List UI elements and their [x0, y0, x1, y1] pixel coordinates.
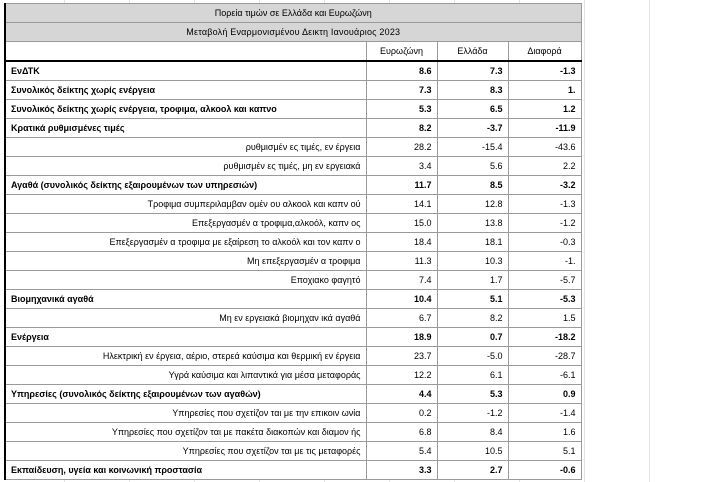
table-row — [5, 423, 581, 442]
value-cell-difference[interactable]: -0.6 — [508, 461, 581, 480]
row-label[interactable]: Μη εν εργειακά βιομηχαν ικά αγαθά — [5, 309, 366, 328]
value-cell-difference[interactable]: -43.6 — [508, 138, 581, 157]
value-cell-greece[interactable]: 6.1 — [437, 366, 508, 385]
value-cell-greece[interactable]: 10.3 — [437, 252, 508, 271]
value-cell-greece[interactable]: 8.4 — [437, 423, 508, 442]
table-title[interactable]: Πορεία τιμών σε Ελλάδα και Ευρωζώνη — [5, 4, 581, 23]
value-cell-eurozone[interactable]: 15.0 — [366, 214, 437, 233]
row-label[interactable]: ρυθμισμέν ες τιμές, μη εν εργειακά — [5, 157, 366, 176]
value-cell-greece[interactable]: 1.7 — [437, 271, 508, 290]
header-row — [5, 42, 581, 62]
row-label[interactable]: Συνολικός δείκτης χωρίς ενέργεια, τροφιμα, αλκοολ και καπνο — [5, 100, 366, 119]
table-row — [5, 195, 581, 214]
table-row — [5, 176, 581, 195]
row-label[interactable]: Ενέργεια — [5, 328, 366, 347]
value-cell-greece[interactable]: 8.3 — [437, 81, 508, 100]
col-header-greece[interactable]: Ελλάδα — [437, 42, 508, 62]
value-cell-difference[interactable]: 1.5 — [508, 309, 581, 328]
row-label[interactable]: Επεξεργασμέν α τροφιμα,αλκοόλ, καπν ος — [5, 214, 366, 233]
row-label[interactable]: Κρατικά ρυθμισμένες τιμές — [5, 119, 366, 138]
value-cell-difference[interactable]: -1.2 — [508, 214, 581, 233]
value-cell-eurozone[interactable]: 7.4 — [366, 271, 437, 290]
table-row — [5, 461, 581, 480]
value-cell-difference[interactable]: 1.6 — [508, 423, 581, 442]
row-label[interactable]: Υπηρεσίες (συνολικός δείκτης εξαιρουμένων των αγαθών) — [5, 385, 366, 404]
col-header-eurozone[interactable]: Ευρωζώνη — [366, 42, 437, 62]
row-label[interactable]: ΕνΔΤΚ — [5, 61, 366, 81]
value-cell-greece[interactable]: 5.6 — [437, 157, 508, 176]
value-cell-greece[interactable]: 6.5 — [437, 100, 508, 119]
table-row — [5, 119, 581, 138]
value-cell-eurozone[interactable]: 18.9 — [366, 328, 437, 347]
row-label[interactable]: Υγρά καύσιμα και λιπαντικά για μέσα μεταφοράς — [5, 366, 366, 385]
value-cell-difference[interactable]: -3.2 — [508, 176, 581, 195]
value-cell-eurozone[interactable]: 12.2 — [366, 366, 437, 385]
value-cell-difference[interactable]: -5.3 — [508, 290, 581, 309]
value-cell-difference[interactable]: -1.3 — [508, 61, 581, 81]
table-row — [5, 81, 581, 100]
table-row — [5, 252, 581, 271]
value-cell-eurozone[interactable]: 4.4 — [366, 385, 437, 404]
row-label[interactable]: Βιομηχανικά αγαθά — [5, 290, 366, 309]
value-cell-greece[interactable]: 7.3 — [437, 61, 508, 81]
value-cell-difference[interactable]: -28.7 — [508, 347, 581, 366]
row-label[interactable]: Τροφιμα συμπεριλαμβαν ομέν ου αλκοολ και καπν ού — [5, 195, 366, 214]
col-header-difference[interactable]: Διαφορά — [508, 42, 581, 62]
value-cell-difference[interactable]: 0.9 — [508, 385, 581, 404]
table-row — [5, 61, 581, 81]
table-row — [5, 347, 581, 366]
table-row — [5, 290, 581, 309]
row-label[interactable]: Μη επεξεργασμέν α τροφιμα — [5, 252, 366, 271]
value-cell-difference[interactable]: 1.2 — [508, 100, 581, 119]
value-cell-eurozone[interactable]: 6.8 — [366, 423, 437, 442]
value-cell-difference[interactable]: -5.7 — [508, 271, 581, 290]
value-cell-eurozone[interactable]: 23.7 — [366, 347, 437, 366]
row-label[interactable]: Εποχιακο φαγητό — [5, 271, 366, 290]
value-cell-greece[interactable]: 13.8 — [437, 214, 508, 233]
value-cell-greece[interactable]: 8.2 — [437, 309, 508, 328]
value-cell-eurozone[interactable]: 10.4 — [366, 290, 437, 309]
row-label[interactable]: Επεξεργασμέν α τροφιμα με εξαίρεση το αλκοόλ και τον καπν ο — [5, 233, 366, 252]
value-cell-difference[interactable]: -11.9 — [508, 119, 581, 138]
value-cell-difference[interactable]: 1. — [508, 81, 581, 100]
value-cell-greece[interactable]: -1.2 — [437, 404, 508, 423]
value-cell-difference[interactable]: -6.1 — [508, 366, 581, 385]
value-cell-difference[interactable]: 5.1 — [508, 442, 581, 461]
value-cell-difference[interactable]: 2.2 — [508, 157, 581, 176]
value-cell-difference[interactable]: -1.3 — [508, 195, 581, 214]
header-empty-cell[interactable] — [5, 42, 366, 62]
value-cell-greece[interactable]: 10.5 — [437, 442, 508, 461]
value-cell-eurozone[interactable]: 8.2 — [366, 119, 437, 138]
value-cell-eurozone[interactable]: 11.3 — [366, 252, 437, 271]
value-cell-greece[interactable]: 5.3 — [437, 385, 508, 404]
table-row — [5, 233, 581, 252]
value-cell-eurozone[interactable]: 18.4 — [366, 233, 437, 252]
value-cell-eurozone[interactable]: 5.3 — [366, 100, 437, 119]
value-cell-eurozone[interactable]: 8.6 — [366, 61, 437, 81]
value-cell-greece[interactable]: 0.7 — [437, 328, 508, 347]
value-cell-difference[interactable]: -1.4 — [508, 404, 581, 423]
row-label[interactable]: Εκπαίδευση, υγεία και κοινωνική προστασία — [5, 461, 366, 480]
value-cell-eurozone[interactable]: 28.2 — [366, 138, 437, 157]
value-cell-greece[interactable]: 5.1 — [437, 290, 508, 309]
row-label[interactable]: Υπηρεσίες που σχετίζον ται με πακέτα διακοπών και διαμον ής — [5, 423, 366, 442]
value-cell-greece[interactable]: 8.5 — [437, 176, 508, 195]
table-row — [5, 404, 581, 423]
value-cell-eurozone[interactable]: 0.2 — [366, 404, 437, 423]
value-cell-eurozone[interactable]: 7.3 — [366, 81, 437, 100]
value-cell-eurozone[interactable]: 5.4 — [366, 442, 437, 461]
table-row — [5, 100, 581, 119]
value-cell-eurozone[interactable]: 6.7 — [366, 309, 437, 328]
value-cell-eurozone[interactable]: 3.3 — [366, 461, 437, 480]
table-row — [5, 214, 581, 233]
table-row — [5, 366, 581, 385]
value-cell-difference[interactable]: -1. — [508, 252, 581, 271]
value-cell-greece[interactable]: -3.7 — [437, 119, 508, 138]
value-cell-greece[interactable]: 18.1 — [437, 233, 508, 252]
table-row — [5, 271, 581, 290]
row-label[interactable]: Αγαθά (συνολικός δείκτης εξαιρουμένων των υπηρεσιών) — [5, 176, 366, 195]
table-row — [5, 138, 581, 157]
value-cell-eurozone[interactable]: 14.1 — [366, 195, 437, 214]
value-cell-greece[interactable]: 2.7 — [437, 461, 508, 480]
row-label[interactable]: Υπηρεσίες που σχετίζον ται με τις μεταφορές — [5, 442, 366, 461]
table-row — [5, 309, 581, 328]
row-label[interactable]: Συνολικός δείκτης χωρίς ενέργεια — [5, 81, 366, 100]
row-label[interactable]: ρυθμισμέν ες τιμές, εν έργεια — [5, 138, 366, 157]
value-cell-eurozone[interactable]: 11.7 — [366, 176, 437, 195]
value-cell-greece[interactable]: -15.4 — [437, 138, 508, 157]
table-row — [5, 442, 581, 461]
row-label[interactable]: Ηλεκτρική εν έργεια, αέριο, στερεά καύσιμα και θερμική εν έργεια — [5, 347, 366, 366]
value-cell-greece[interactable]: -5.0 — [437, 347, 508, 366]
table-row — [5, 328, 581, 347]
price-table — [4, 3, 582, 480]
value-cell-difference[interactable]: -0.3 — [508, 233, 581, 252]
row-label[interactable]: Υπηρεσίες που σχετίζον ται με την επικοιν ωνία — [5, 404, 366, 423]
table-subtitle[interactable]: Μεταβολή Εναρμονισμένου Δεικτη Ιανουάριος 2023 — [5, 23, 581, 42]
table-row — [5, 385, 581, 404]
value-cell-greece[interactable]: 12.8 — [437, 195, 508, 214]
value-cell-difference[interactable]: -18.2 — [508, 328, 581, 347]
table-row — [5, 157, 581, 176]
value-cell-eurozone[interactable]: 3.4 — [366, 157, 437, 176]
